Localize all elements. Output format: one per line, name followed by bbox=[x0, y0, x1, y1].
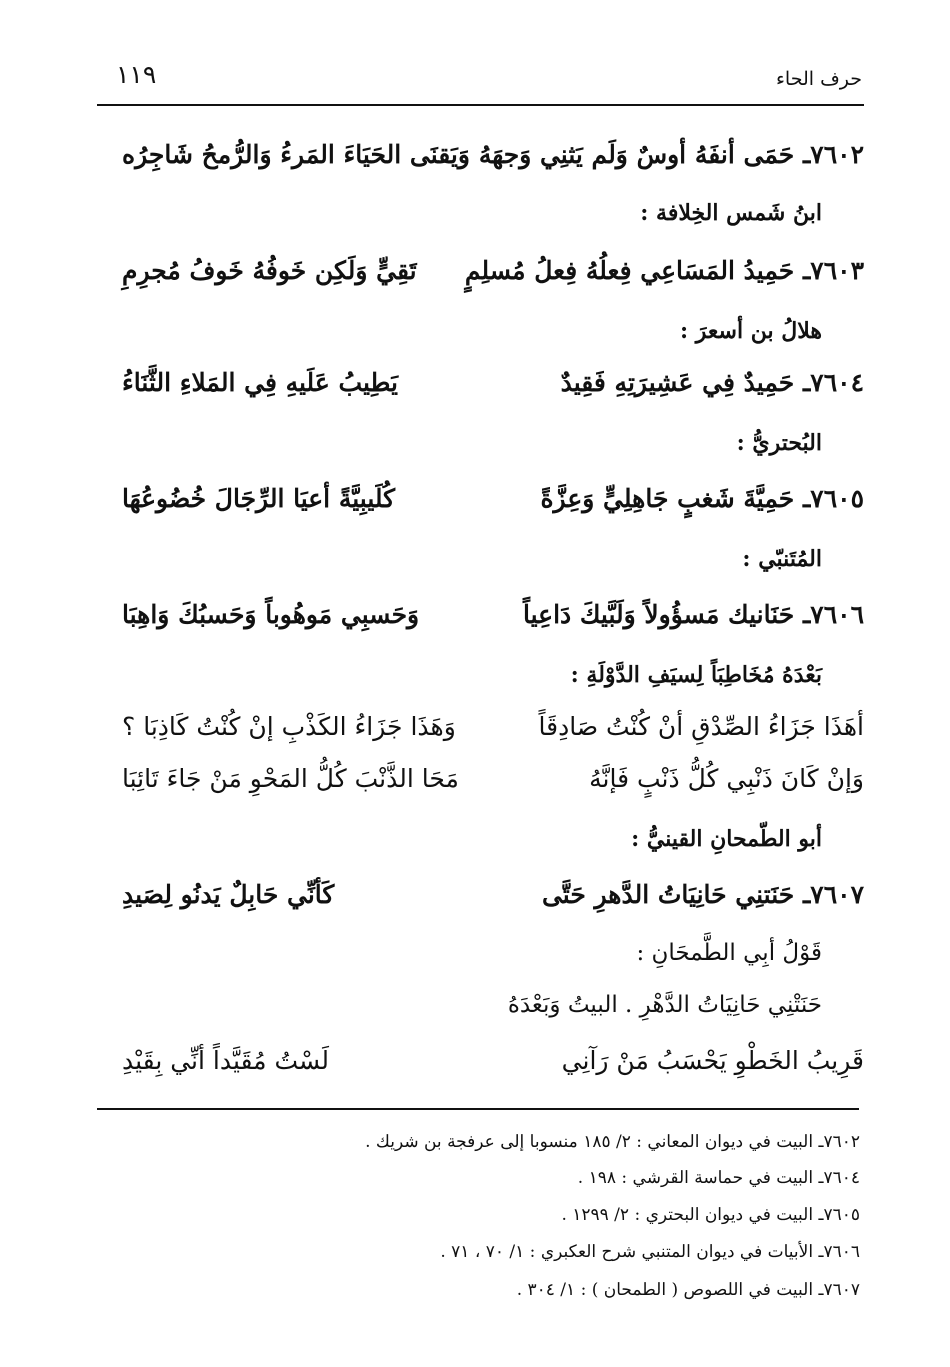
verse-7603 bbox=[110, 256, 864, 306]
first-hemistich bbox=[523, 600, 864, 629]
first-hemistich bbox=[540, 484, 864, 513]
first-hemistich bbox=[465, 256, 864, 285]
hemistich-text: حَنَانيك مَسؤُولاً وَلَبَّيكَ دَاعِياً bbox=[522, 600, 795, 629]
first-hemistich: أهَذَا جَزَاءُ الصِّدْقِ أنْ كُنْتُ صَادِقَاً bbox=[538, 712, 864, 741]
hemistich-text: حَمِيَّةَ شَغبٍ جَاهِلِيٍّ وَعِزَّةً bbox=[540, 484, 795, 513]
footnote: ٧٦٠٧ـ البيت في اللصوص ( الطمحان ) : ١/ ٣٠٤ . bbox=[516, 1280, 860, 1300]
first-hemistich bbox=[542, 880, 864, 909]
page-number: ١١٩ bbox=[116, 60, 157, 89]
hemistich-text: حَنَتنِي حَانِيَاتُ الدَّهرِ حَتَّى bbox=[541, 880, 795, 909]
poet-attribution: أبو الطّمحانِ القينيُّ : bbox=[631, 826, 822, 852]
first-hemistich: قَرِيبُ الخَطْوِ يَحْسَبُ مَنْ رَآنِي bbox=[561, 1046, 864, 1075]
second-hemistich: لَسْتُ مُقَيَّداً أنِّي بِقَيْدِ bbox=[122, 1046, 329, 1075]
second-hemistich: يَطِيبُ عَلَيهِ فِي المَلاءِ الثَّنَاءُ bbox=[122, 368, 399, 397]
second-hemistich: تَقِيٍّ وَلَكِن خَوفُهُ خَوفُ مُجرِمِ bbox=[122, 256, 417, 285]
poet-attribution: بَعْدَهُ مُخَاطِبَاً لِسيَفِ الدَّوْلَةِ : bbox=[570, 662, 822, 688]
entry-number: ٧٦٠٤ـ bbox=[802, 368, 864, 397]
footnote-divider bbox=[97, 1108, 859, 1110]
second-hemistich: كُلَيبِيَّةً أعيَا الرِّجَالَ خُضُوعُهَا bbox=[122, 484, 396, 513]
verse-7606 bbox=[110, 600, 864, 650]
first-hemistich: وَإنْ كَانَ ذَنْبِي كُلُّ ذَنْبٍ فَإنَّهُ bbox=[589, 764, 864, 793]
hemistich-text: حَمِيدٌ فِي عَشِيرَتِهِ فَقِيدٌ bbox=[560, 368, 795, 397]
verse-line bbox=[110, 712, 864, 762]
poet-attribution: ابنُ شَمس الخِلافة : bbox=[640, 200, 822, 226]
commentary-line: حَنَتْنِي حَانِيَاتُ الدَّهْرِ . البيتُ وَبَعْدَهُ bbox=[507, 992, 822, 1018]
second-hemistich: وَيَقنَى الحَيَاءَ المَرءُ وَالرُّمحُ شَاجِرُه bbox=[122, 140, 470, 169]
verse-7607 bbox=[110, 880, 864, 930]
verse-line bbox=[110, 764, 864, 814]
entry-number: ٧٦٠٥ـ bbox=[802, 484, 864, 513]
second-hemistich: مَحَا الذَّنْبَ كُلُّ المَحْوِ مَنْ جَاءَ تَائِبَا bbox=[122, 764, 459, 793]
footnote: ٧٦٠٢ـ البيت في ديوان المعاني : ٢/ ١٨٥ منسوبا إلى عرفجة بن شريك . bbox=[365, 1132, 860, 1152]
second-hemistich: وَحَسبِي مَوهُوباً وَحَسبُكَ وَاهِبَا bbox=[122, 600, 420, 629]
verse-7604 bbox=[110, 368, 864, 418]
entry-number: ٧٦٠٢ـ bbox=[802, 140, 864, 169]
entry-number: ٧٦٠٧ـ bbox=[802, 880, 864, 909]
second-hemistich: وَهَذَا جَزَاءُ الكَذْبِ إنْ كُنْتُ كَاذِبَا ؟ bbox=[122, 712, 456, 741]
footnote: ٧٦٠٥ـ البيت في ديوان البحتري : ٢/ ١٢٩٩ . bbox=[561, 1205, 860, 1225]
first-hemistich bbox=[561, 368, 864, 397]
footnote: ٧٦٠٦ـ الأبيات في ديوان المتنبي شرح العكبري : ١/ ٧٠ ، ٧١ . bbox=[440, 1242, 860, 1262]
commentary-line: قَوْلُ أبِي الطَّمحَانِ : bbox=[636, 940, 822, 966]
poet-attribution: هلالُ بن أسعرَ : bbox=[680, 318, 822, 344]
first-hemistich bbox=[479, 140, 864, 169]
chapter-title: حرف الحاء bbox=[775, 68, 862, 90]
poet-attribution: المُتَنبّي : bbox=[742, 546, 822, 572]
hemistich-text: حَمِيدُ المَسَاعِي فِعلُهُ فِعلُ مُسلِمٍ bbox=[464, 256, 795, 285]
header-divider bbox=[97, 104, 864, 106]
verse-7605 bbox=[110, 484, 864, 534]
entry-number: ٧٦٠٣ـ bbox=[802, 256, 864, 285]
poet-attribution: البُحتريُّ : bbox=[736, 430, 822, 456]
second-hemistich: كَأنِّي حَابِلٌ يَدنُو لِصَيدِ bbox=[122, 880, 335, 909]
hemistich-text: حَمَى أنفَهُ أوسٌ وَلَم يَثنِي وَجهَهُ bbox=[478, 140, 795, 169]
entry-number: ٧٦٠٦ـ bbox=[802, 600, 864, 629]
verse-line bbox=[110, 1046, 864, 1096]
verse-7602 bbox=[110, 140, 864, 190]
footnote: ٧٦٠٤ـ البيت في حماسة القرشي : ١٩٨ . bbox=[577, 1168, 860, 1188]
